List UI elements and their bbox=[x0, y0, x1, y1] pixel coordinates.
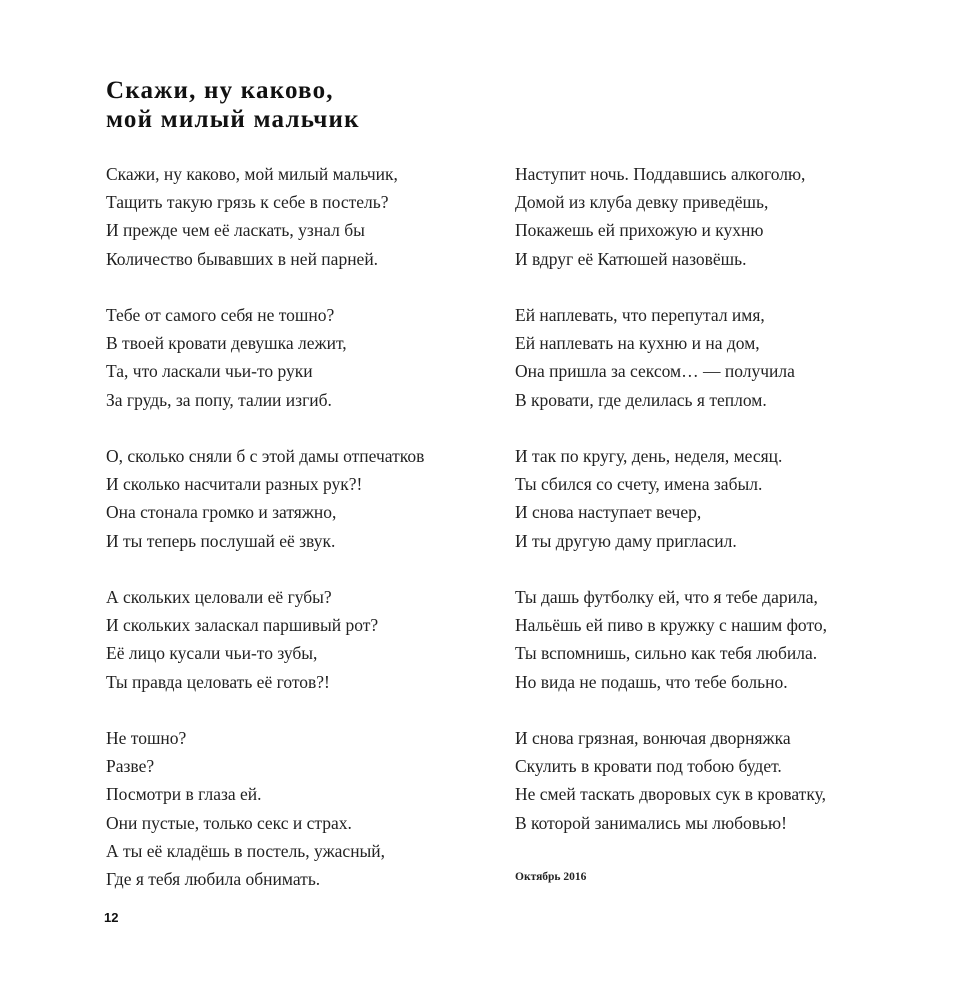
poem-line: Скажи, ну каково, мой милый мальчик, bbox=[106, 164, 398, 184]
poem-line: Ты правда целовать её готов?! bbox=[106, 671, 330, 692]
poem-line: Покажешь ей прихожую и кухню bbox=[515, 220, 764, 241]
page-number: 12 bbox=[104, 910, 119, 925]
poem-date: Октябрь 2016 bbox=[515, 871, 587, 883]
poem-line: Нальёшь ей пиво в кружку с нашим фото, bbox=[515, 615, 827, 636]
poem-line: Не смей таскать дворовых сук в кроватку, bbox=[515, 784, 826, 805]
poem-line: Наступит ночь. Поддавшись алкоголю, bbox=[515, 164, 806, 184]
poem-line: И снова грязная, вонючая дворняжка bbox=[515, 728, 791, 748]
stanza bbox=[515, 442, 935, 555]
stanza bbox=[515, 160, 935, 273]
poem-line: Где я тебя любила обнимать. bbox=[106, 869, 321, 890]
poem-line: Тащить такую грязь к себе в постель? bbox=[106, 192, 389, 213]
poem-line: Не тошно? bbox=[106, 728, 187, 748]
poem-line: И скольких заласкал паршивый рот? bbox=[106, 615, 379, 636]
poem-line: Ты дашь футболку ей, что я тебе дарила, bbox=[515, 587, 818, 607]
poem-line: Её лицо кусали чьи-то зубы, bbox=[106, 643, 318, 664]
poem-line: Посмотри в глаза ей. bbox=[106, 784, 262, 805]
stanza bbox=[106, 160, 506, 273]
poem-line: В твоей кровати девушка лежит, bbox=[106, 333, 347, 354]
poem-line: Она пришла за сексом… — получила bbox=[515, 361, 795, 382]
poem-title bbox=[106, 76, 360, 134]
poem-line: И вдруг её Катюшей назовёшь. bbox=[515, 248, 747, 269]
stanza bbox=[106, 724, 506, 893]
poem-line: И снова наступает вечер, bbox=[515, 502, 702, 523]
poem-line: Они пустые, только секс и страх. bbox=[106, 812, 352, 833]
stanza bbox=[106, 583, 506, 696]
poem-line: И прежде чем её ласкать, узнал бы bbox=[106, 220, 365, 241]
poem-right-column bbox=[515, 160, 935, 865]
poem-line: Но вида не подашь, что тебе больно. bbox=[515, 671, 788, 692]
poem-line: В которой занимались мы любовью! bbox=[515, 812, 787, 833]
poem-line: За грудь, за попу, талии изгиб. bbox=[106, 389, 332, 410]
poem-left-column bbox=[106, 160, 506, 921]
stanza bbox=[515, 301, 935, 414]
poem-title-line: Скажи, ну каково, bbox=[106, 77, 334, 104]
poem-line: И сколько насчитали разных рук?! bbox=[106, 474, 363, 495]
poem-line: Скулить в кровати под тобою будет. bbox=[515, 756, 782, 777]
poem-line: И так по кругу, день, неделя, месяц. bbox=[515, 446, 783, 466]
poem-line: Она стонала громко и затяжно, bbox=[106, 502, 337, 523]
poem-line: Тебе от самого себя не тошно? bbox=[106, 305, 335, 325]
poem-line: Домой из клуба девку приведёшь, bbox=[515, 192, 769, 213]
stanza bbox=[515, 583, 935, 696]
poem-line: И ты теперь послушай её звук. bbox=[106, 530, 336, 551]
poem-line: Ей наплевать, что перепутал имя, bbox=[515, 305, 765, 325]
poem-line: А скольких целовали её губы? bbox=[106, 587, 332, 607]
poem-line: Количество бывавших в ней парней. bbox=[106, 248, 379, 269]
stanza bbox=[106, 442, 506, 555]
poem-line: Ты сбился со счету, имена забыл. bbox=[515, 474, 763, 495]
poem-line: Та, что ласкали чьи-то руки bbox=[106, 361, 313, 382]
poem-line: Ей наплевать на кухню и на дом, bbox=[515, 333, 760, 354]
poem-line: В кровати, где делилась я теплом. bbox=[515, 389, 767, 410]
stanza bbox=[515, 724, 935, 837]
poem-title-line: мой милый мальчик bbox=[106, 106, 360, 133]
stanza bbox=[106, 301, 506, 414]
poem-line: Ты вспомнишь, сильно как тебя любила. bbox=[515, 643, 818, 664]
poem-line: О, сколько сняли б с этой дамы отпечатков bbox=[106, 446, 425, 466]
poem-line: И ты другую даму пригласил. bbox=[515, 530, 737, 551]
poem-line: А ты её кладёшь в постель, ужасный, bbox=[106, 840, 386, 861]
poem-line: Разве? bbox=[106, 756, 155, 777]
